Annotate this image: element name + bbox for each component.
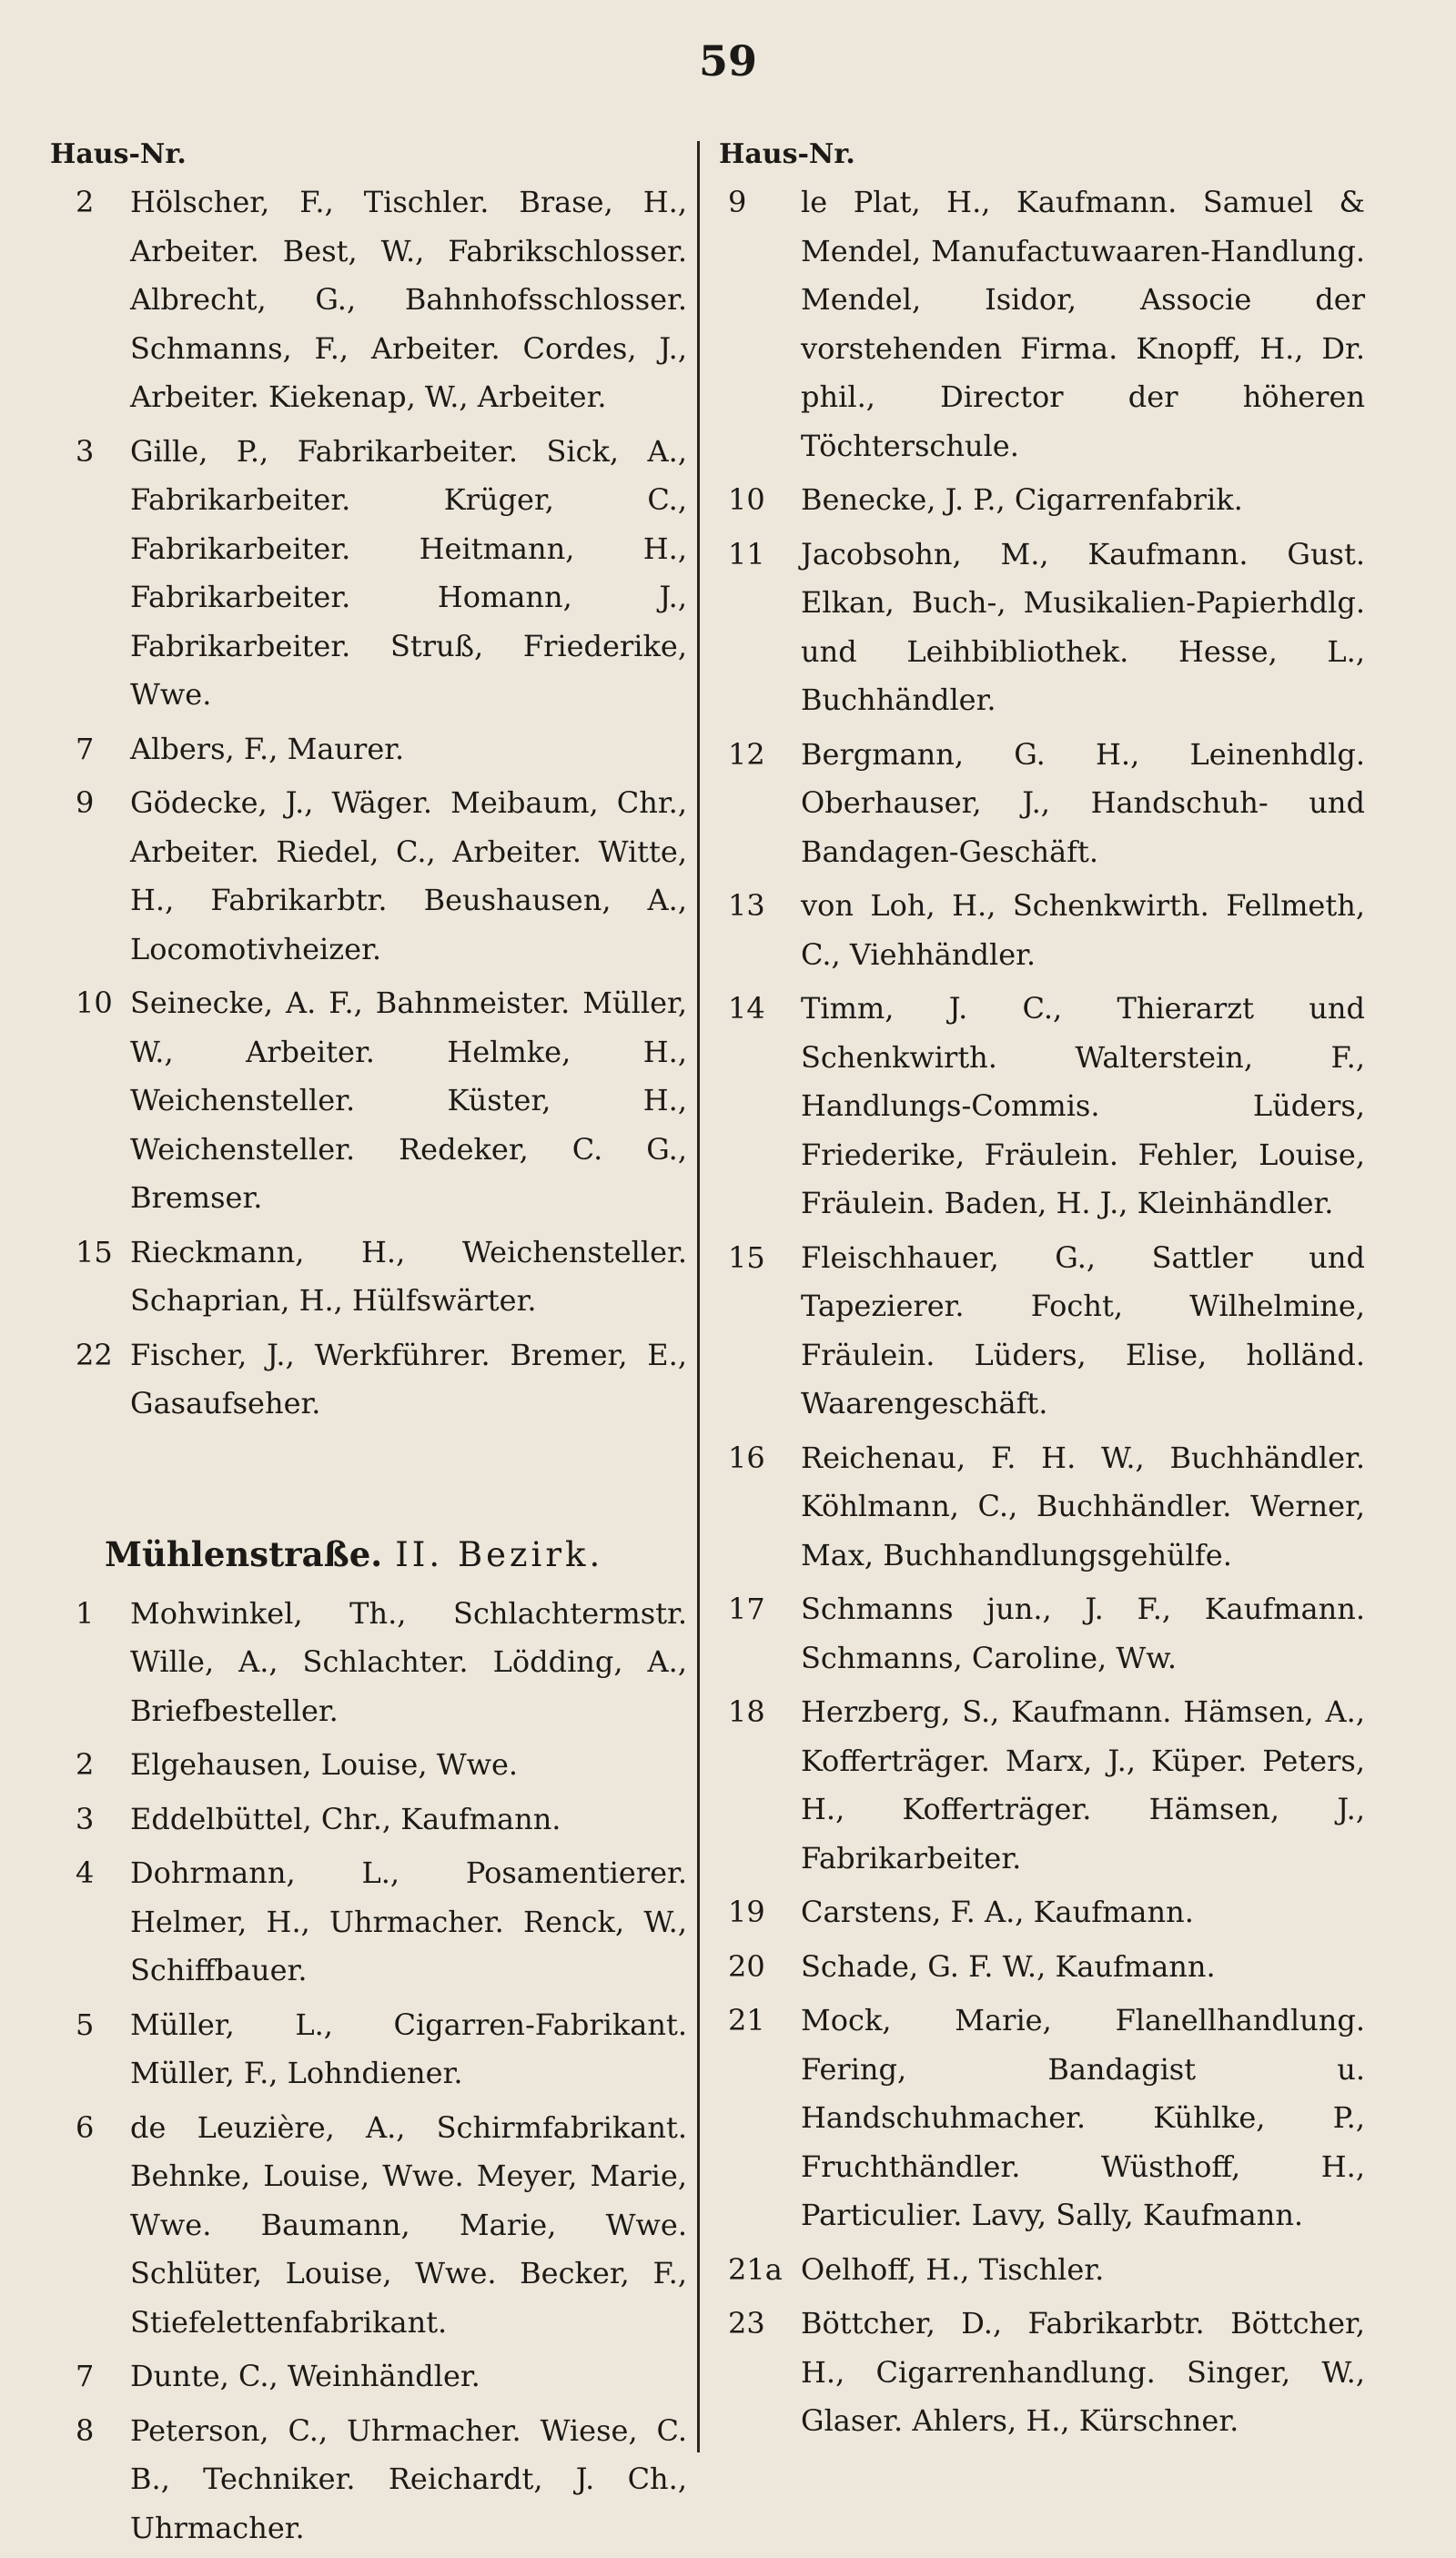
resident-list: Gille, P., Fabrikarbeiter. Sick, A., Fabrikarbeiter. Krüger, C., Fabrikarbeiter. Heitmann, H., Fabrikarbeiter. Homann, J., Fabrikarbeiter. Struß, Friederike, Wwe. bbox=[130, 433, 687, 712]
directory-entry bbox=[719, 2246, 1365, 2295]
house-number: 9 bbox=[76, 785, 95, 820]
resident-list: Fischer, J., Werkführer. Bremer, E., Gasaufseher. bbox=[130, 1337, 687, 1421]
directory-entry bbox=[50, 2104, 687, 2348]
directory-entry bbox=[719, 531, 1365, 725]
house-number-header: Haus-Nr. bbox=[50, 138, 187, 170]
house-number: 6 bbox=[76, 2109, 95, 2145]
directory-entry bbox=[719, 1888, 1365, 1937]
house-number-header: Haus-Nr. bbox=[719, 138, 855, 170]
resident-list: Peterson, C., Uhrmacher. Wiese, C. B., Techniker. Reichardt, J. Ch., Uhrmacher. bbox=[130, 2412, 687, 2545]
house-number: 2 bbox=[76, 185, 95, 219]
resident-list: Seinecke, A. F., Bahnmeister. Müller, W., Arbeiter. Helmke, H., Weichensteller. Küster, H., Weichensteller. Redeker, C. G., Bremser. bbox=[130, 986, 687, 1215]
directory-entry bbox=[50, 979, 687, 1223]
resident-list: Elgehausen, Louise, Wwe. bbox=[130, 1747, 519, 1782]
resident-list: Mock, Marie, Flanellhandlung. Fering, Bandagist u. Handschuhmacher. Kühlke, P., Fruchthändler. Wüsthoff, H., Particulier. Lavy, Sally, Kaufmann. bbox=[801, 2003, 1365, 2232]
directory-entry bbox=[719, 1943, 1365, 1992]
directory-entry bbox=[50, 1741, 687, 1790]
resident-list: Oelhoff, H., Tischler. bbox=[801, 2251, 1105, 2287]
resident-list: Fleischhauer, G., Sattler und Tapezierer. Focht, Wilhelmine, Fräulein. Lüders, Elise, holländ. Waarengeschäft. bbox=[801, 1239, 1365, 1421]
resident-list: Müller, L., Cigarren-Fabrikant. Müller, F., Lohndiener. bbox=[130, 2007, 687, 2090]
directory-entry bbox=[719, 1234, 1365, 1429]
house-number: 21 bbox=[728, 2003, 765, 2037]
directory-entry bbox=[719, 2300, 1365, 2446]
directory-entry bbox=[50, 2407, 687, 2553]
house-number: 15 bbox=[76, 1234, 113, 1269]
resident-list: Bergmann, G. H., Leinenhdlg. Oberhauser, J., Handschuh- und Bandagen-Geschäft. bbox=[801, 736, 1365, 869]
house-number: 9 bbox=[728, 185, 747, 219]
resident-list: Dunte, C., Weinhändler. bbox=[130, 2359, 480, 2393]
directory-entry bbox=[50, 2001, 687, 2098]
house-number: 1 bbox=[76, 1595, 95, 1631]
house-number: 16 bbox=[728, 1440, 765, 1475]
house-number: 10 bbox=[728, 482, 765, 517]
resident-list: Reichenau, F. H. W., Buchhändler. Köhlmann, C., Buchhändler. Werner, Max, Buchhandlungsgehülfe. bbox=[801, 1440, 1365, 1572]
directory-entry bbox=[50, 1331, 687, 1429]
directory-entry bbox=[50, 779, 687, 974]
district-label: II. Bezirk. bbox=[395, 1534, 604, 1574]
entries-list bbox=[719, 178, 1365, 2446]
house-number: 23 bbox=[728, 2306, 765, 2341]
house-number: 15 bbox=[728, 1239, 765, 1275]
entries-list bbox=[50, 1590, 687, 2553]
resident-list: Herzberg, S., Kaufmann. Hämsen, A., Kofferträger. Marx, J., Küper. Peters, H., Kofferträger. Hämsen, J., Fabrikarbeiter. bbox=[801, 1694, 1365, 1876]
directory-entry bbox=[719, 1688, 1365, 1883]
entries-list bbox=[50, 178, 687, 1429]
directory-entry bbox=[50, 428, 687, 720]
section-heading bbox=[50, 1527, 687, 1582]
resident-list: Mohwinkel, Th., Schlachtermstr. Wille, A., Schlachter. Lödding, A., Briefbesteller. bbox=[130, 1595, 687, 1728]
resident-list: Böttcher, D., Fabrikarbtr. Böttcher, H., Cigarrenhandlung. Singer, W., Glaser. Ahlers, H., Kürschner. bbox=[801, 2306, 1365, 2438]
house-number: 18 bbox=[728, 1694, 765, 1729]
house-number: 20 bbox=[728, 1948, 765, 1984]
directory-entry bbox=[719, 178, 1365, 470]
resident-list: Albers, F., Maurer. bbox=[130, 731, 405, 766]
house-number: 19 bbox=[728, 1895, 765, 1929]
resident-list: Schmanns jun., J. F., Kaufmann. Schmanns, Caroline, Ww. bbox=[801, 1592, 1365, 1675]
resident-list: von Loh, H., Schenkwirth. Fellmeth, C., Viehhändler. bbox=[801, 888, 1365, 972]
directory-entry bbox=[719, 731, 1365, 877]
house-number: 3 bbox=[76, 433, 95, 469]
resident-list: Schade, G. F. W., Kaufmann. bbox=[801, 1948, 1216, 1984]
house-number: 13 bbox=[728, 888, 765, 923]
resident-list: Benecke, J. P., Cigarrenfabrik. bbox=[801, 482, 1243, 517]
directory-entry bbox=[719, 1585, 1365, 1683]
directory-entry bbox=[50, 1590, 687, 1736]
directory-entry bbox=[50, 1228, 687, 1326]
resident-list: Gödecke, J., Wäger. Meibaum, Chr., Arbeiter. Riedel, C., Arbeiter. Witte, H., Fabrikarbtr. Beushausen, A., Locomotivheizer. bbox=[130, 785, 687, 966]
house-number: 21a bbox=[728, 2251, 783, 2287]
resident-list: Jacobsohn, M., Kaufmann. Gust. Elkan, Buch-, Musikalien-Papierhdlg. und Leihbibliothek. Hesse, L., Buchhändler. bbox=[801, 536, 1365, 717]
house-number: 17 bbox=[728, 1592, 765, 1626]
house-number: 8 bbox=[76, 2412, 95, 2448]
resident-list: Hölscher, F., Tischler. Brase, H., Arbeiter. Best, W., Fabrikschlosser. Albrecht, G., Bahnhofsschlosser. Schmanns, F., Arbeiter. Cordes, J., Arbeiter. Kiekenap, W., Arbeiter. bbox=[130, 185, 687, 414]
resident-list: de Leuzière, A., Schirmfabrikant. Behnke, Louise, Wwe. Meyer, Marie, Wwe. Baumann, Marie, Wwe. Schlüter, Louise, Wwe. Becker, F., Stiefelettenfabrikant. bbox=[130, 2109, 687, 2340]
house-number: 12 bbox=[728, 736, 765, 772]
resident-list: Carstens, F. A., Kaufmann. bbox=[801, 1895, 1194, 1929]
resident-list: le Plat, H., Kaufmann. Samuel & Mendel, Manufactuwaaren-Handlung. Mendel, Isidor, Associe der vorstehenden Firma. Knopff, H., Dr. phil., Director der höheren Töchterschule. bbox=[801, 185, 1365, 463]
house-number: 10 bbox=[76, 986, 113, 1020]
house-number: 3 bbox=[76, 1801, 95, 1836]
directory-entry bbox=[50, 178, 687, 422]
directory-entry bbox=[719, 1997, 1365, 2240]
right-column bbox=[719, 136, 1365, 2452]
resident-list: Eddelbüttel, Chr., Kaufmann. bbox=[130, 1801, 561, 1836]
house-number: 2 bbox=[76, 1747, 95, 1782]
directory-entry bbox=[50, 1795, 687, 1845]
house-number: 4 bbox=[76, 1855, 95, 1890]
house-number: 14 bbox=[728, 991, 765, 1026]
street-name: Mühlenstraße. bbox=[105, 1533, 383, 1574]
left-column bbox=[50, 136, 687, 2558]
house-number: 7 bbox=[76, 731, 95, 766]
resident-list: Dohrmann, L., Posamentierer. Helmer, H., Uhrmacher. Renck, W., Schiffbauer. bbox=[130, 1855, 687, 1987]
page-number: 59 bbox=[698, 36, 757, 86]
house-number: 7 bbox=[76, 2359, 95, 2393]
column-divider bbox=[697, 141, 700, 2452]
directory-entry bbox=[50, 2352, 687, 2401]
directory-entry bbox=[719, 476, 1365, 525]
house-number: 11 bbox=[728, 536, 765, 571]
directory-entry bbox=[719, 985, 1365, 1228]
resident-list: Rieckmann, H., Weichensteller. Schaprian, H., Hülfswärter. bbox=[130, 1234, 687, 1318]
directory-entry bbox=[719, 1434, 1365, 1581]
resident-list: Timm, J. C., Thierarzt und Schenkwirth. Walterstein, F., Handlungs-Commis. Lüders, Friederike, Fräulein. Fehler, Louise, Fräulein. Baden, H. J., Kleinhändler. bbox=[801, 991, 1365, 1220]
directory-entry bbox=[50, 1849, 687, 1996]
house-number: 22 bbox=[76, 1337, 113, 1372]
directory-entry bbox=[50, 725, 687, 774]
directory-entry bbox=[719, 882, 1365, 979]
house-number: 5 bbox=[76, 2007, 95, 2042]
